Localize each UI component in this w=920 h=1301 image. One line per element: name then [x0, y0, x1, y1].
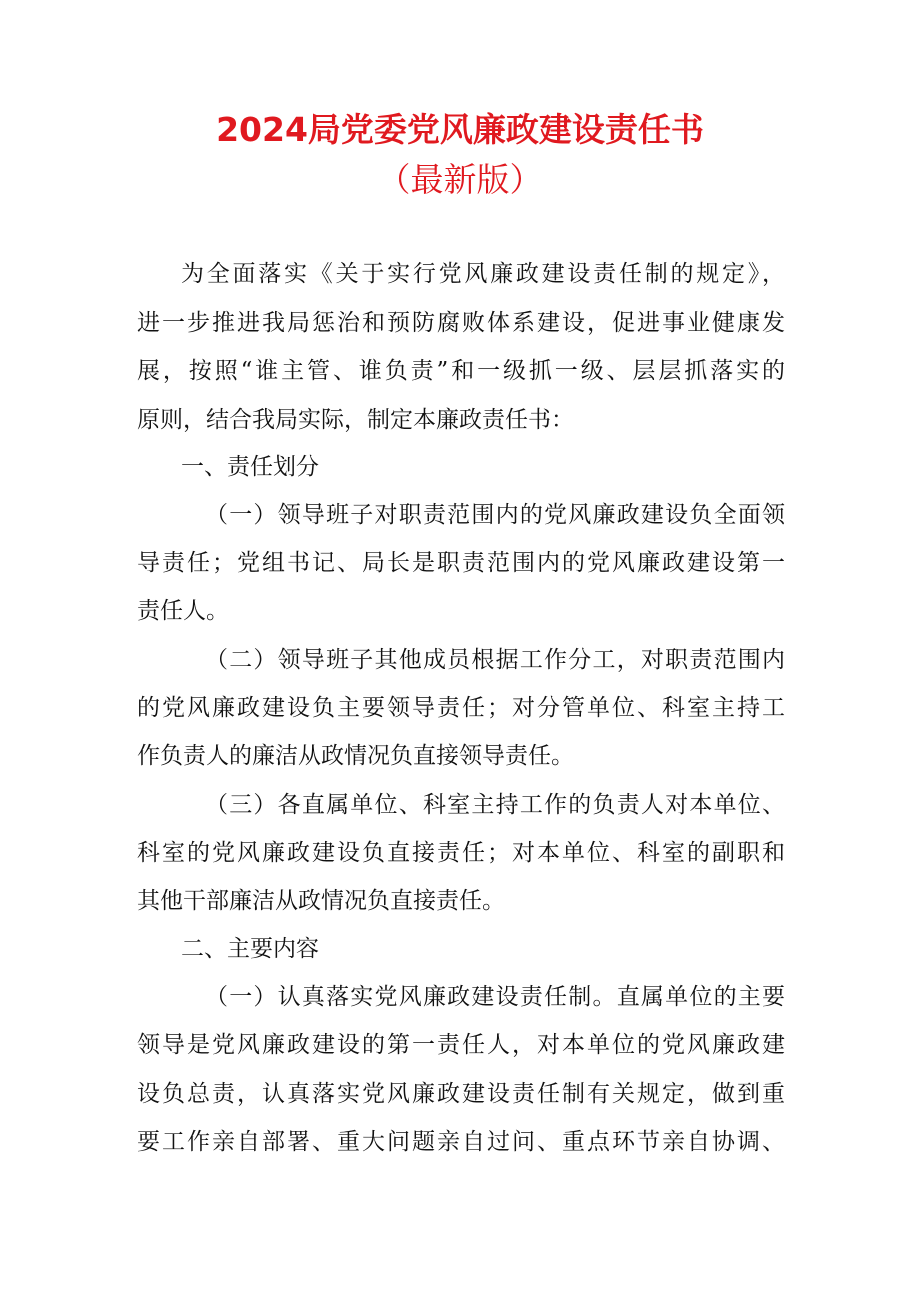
text-line: 责任人。 — [137, 598, 229, 624]
text-line: 为全面落实《关于实行党风廉政建设责任制的规定》， — [181, 261, 785, 287]
text-line: （三）各直属单位、科室主持工作的负责人对本单位、 — [205, 792, 785, 818]
text-line: 的党风廉政建设负主要领导责任；对分管单位、科室主持工 — [137, 695, 785, 721]
text-line: 设负总责，认真落实党风廉政建设责任制有关规定，做到重 — [137, 1081, 785, 1107]
section-heading: 一、责任划分 — [181, 454, 319, 480]
text-line: 导责任；党组书记、局长是职责范围内的党风廉政建设第一 — [137, 550, 785, 576]
text-line: 其他干部廉洁从政情况负直接责任。 — [137, 888, 505, 914]
text-line: 作负责人的廉洁从政情况负直接领导责任。 — [137, 743, 574, 769]
text-line: （一）领导班子对职责范围内的党风廉政建设负全面领 — [205, 502, 785, 528]
text-line: 领导是党风廉政建设的第一责任人，对本单位的党风廉政建 — [137, 1032, 785, 1058]
document-subtitle: （最新版） — [377, 160, 543, 199]
text-line: 科室的党风廉政建设负直接责任；对本单位、科室的副职和 — [137, 840, 785, 866]
document-title: 2024局党委党风廉政建设责任书 — [216, 110, 704, 149]
section-heading: 二、主要内容 — [181, 936, 319, 962]
text-line: 要工作亲自部署、重大问题亲自过问、重点环节亲自协调、 — [137, 1129, 785, 1155]
text-line: （二）领导班子其他成员根据工作分工，对职责范围内 — [205, 647, 785, 673]
text-line: 展，按照“谁主管、谁负责”和一级抓一级、层层抓落实的 — [137, 358, 785, 384]
text-line: （一）认真落实党风廉政建设责任制。直属单位的主要 — [205, 984, 785, 1010]
text-line: 进一步推进我局惩治和预防腐败体系建设，促进事业健康发 — [137, 310, 785, 336]
text-line: 原则，结合我局实际，制定本廉政责任书： — [137, 407, 574, 433]
